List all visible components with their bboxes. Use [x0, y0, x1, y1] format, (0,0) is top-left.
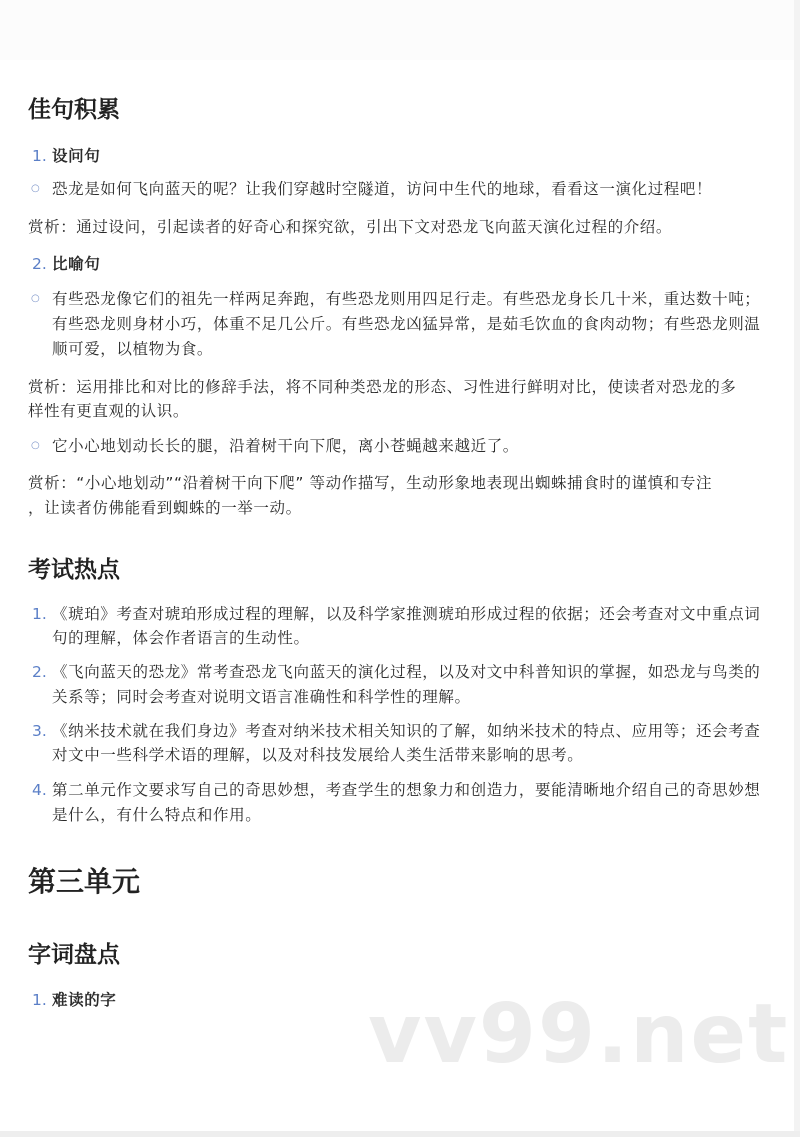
list-number: 1.	[32, 991, 47, 1009]
bullet-icon: ○	[31, 440, 40, 451]
page-bottom-edge	[0, 1131, 800, 1137]
unit-heading: 第三单元	[28, 865, 141, 898]
hotspot-text: 《琥珀》考查对琥珀形成过程的理解，以及科学家推测琥珀形成过程的依据；还会考查对文中重点词	[52, 605, 761, 623]
hotspot-text: 第二单元作文要求写自己的奇思妙想，考查学生的想象力和创造力，要能清晰地介绍自己的奇思妙想	[52, 781, 761, 799]
hotspot-text: 是什么，有什么特点和作用。	[52, 806, 262, 824]
list-item-title: 比喻句	[52, 255, 101, 273]
hotspot-text: 《飞向蓝天的恐龙》常考查恐龙飞向蓝天的演化过程，以及对文中科普知识的掌握，如恐龙与鸟类的	[52, 663, 761, 681]
list-number: 1.	[32, 147, 47, 165]
list-number: 4.	[32, 781, 47, 799]
bullet-icon: ○	[31, 183, 40, 194]
bullet-icon: ○	[31, 293, 40, 304]
analysis-text: ，让读者仿佛能看到蜘蛛的一举一动。	[28, 499, 302, 517]
list-number: 1.	[32, 605, 47, 623]
analysis-text: 样性有更直观的认识。	[28, 402, 190, 420]
hotspot-text: 句的理解，体会作者语言的生动性。	[52, 629, 310, 647]
example-sentence: 有些恐龙像它们的祖先一样两足奔跑，有些恐龙则用四足行走。有些恐龙身长几十米，重达数十吨；	[52, 290, 761, 308]
hotspot-text: 对文中一些科学术语的理解，以及对科技发展给人类生活带来影响的思考。	[52, 746, 584, 764]
analysis-text: 赏析：运用排比和对比的修辞手法，将不同种类恐龙的形态、习性进行鲜明对比，使读者对恐龙的多	[28, 378, 737, 396]
list-number: 2.	[32, 255, 47, 273]
scrollbar-track[interactable]	[794, 0, 800, 1137]
list-item-title: 设问句	[52, 147, 101, 165]
hotspot-text: 关系等；同时会考查对说明文语言准确性和科学性的理解。	[52, 688, 471, 706]
example-sentence: 有些恐龙则身材小巧，体重不足几公斤。有些恐龙凶猛异常，是茹毛饮血的食肉动物；有些恐龙则温	[52, 315, 761, 333]
list-item-title: 难读的字	[52, 991, 117, 1009]
analysis-text: 赏析：通过设问，引起读者的好奇心和探究欲，引出下文对恐龙飞向蓝天演化过程的介绍。	[28, 218, 673, 236]
section-heading-vocabulary: 字词盘点	[28, 942, 120, 968]
section-heading-good-sentences: 佳句积累	[28, 97, 120, 123]
top-band	[0, 0, 800, 60]
list-number: 2.	[32, 663, 47, 681]
analysis-text: 赏析：“小心地划动”“沿着树干向下爬” 等动作描写，生动形象地表现出蜘蛛捕食时的谨慎和专注	[28, 474, 713, 492]
example-sentence: 它小心地划动长长的腿，沿着树干向下爬，离小苍蝇越来越近了。	[52, 437, 519, 455]
hotspot-text: 《纳米技术就在我们身边》考查对纳米技术相关知识的了解，如纳米技术的特点、应用等；还会考查	[52, 722, 761, 740]
list-number: 3.	[32, 722, 47, 740]
example-sentence: 恐龙是如何飞向蓝天的呢？让我们穿越时空隧道，访问中生代的地球，看看这一演化过程吧！	[52, 180, 713, 198]
example-sentence: 顺可爱，以植物为食。	[52, 340, 214, 358]
watermark: vv99.net	[368, 987, 790, 1082]
section-heading-exam-hotspots: 考试热点	[28, 557, 120, 583]
